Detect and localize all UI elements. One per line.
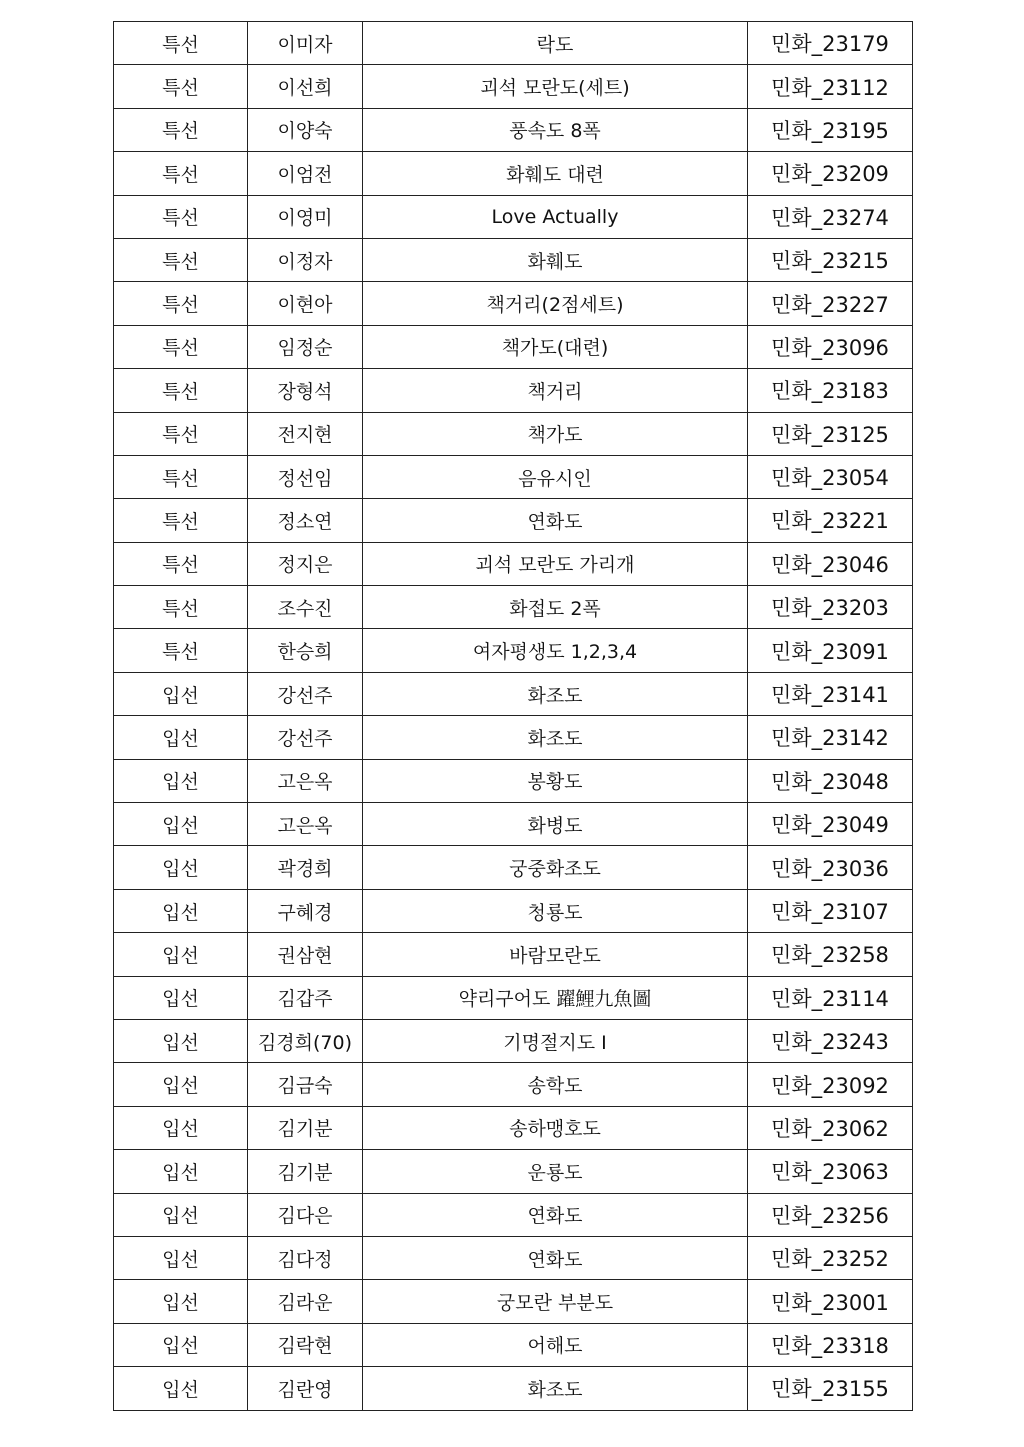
table-row (114, 1236, 913, 1279)
artist-name-cell: 김란영 (248, 1367, 363, 1410)
award-cell: 입선 (114, 1106, 248, 1149)
artwork-title-cell: 책가도 (363, 412, 748, 455)
table-row (114, 455, 913, 498)
artist-name-cell: 김다정 (248, 1236, 363, 1279)
artist-name-cell: 이미자 (248, 22, 363, 65)
entry-code-cell: 민화_23256 (748, 1193, 913, 1236)
artwork-title-cell: 책가도(대련) (363, 325, 748, 368)
award-cell: 입선 (114, 1367, 248, 1410)
award-cell: 특선 (114, 455, 248, 498)
table-row (114, 1280, 913, 1323)
results-table-body (114, 22, 913, 1411)
artwork-title-cell: 여자평생도 1,2,3,4 (363, 629, 748, 672)
artist-name-cell: 김다은 (248, 1193, 363, 1236)
artist-name-cell: 권삼현 (248, 933, 363, 976)
entry-code-cell: 민화_23258 (748, 933, 913, 976)
table-row (114, 22, 913, 65)
entry-code-cell: 민화_23179 (748, 22, 913, 65)
table-row (114, 1193, 913, 1236)
artwork-title-cell: 궁모란 부분도 (363, 1280, 748, 1323)
award-cell: 입선 (114, 1063, 248, 1106)
entry-code-cell: 민화_23096 (748, 325, 913, 368)
award-cell: 입선 (114, 889, 248, 932)
table-row (114, 369, 913, 412)
table-row (114, 1150, 913, 1193)
entry-code-cell: 민화_23252 (748, 1236, 913, 1279)
award-cell: 입선 (114, 933, 248, 976)
award-cell: 특선 (114, 369, 248, 412)
table-row (114, 1323, 913, 1366)
entry-code-cell: 민화_23046 (748, 542, 913, 585)
artist-name-cell: 김금숙 (248, 1063, 363, 1106)
award-cell: 입선 (114, 672, 248, 715)
table-row (114, 282, 913, 325)
entry-code-cell: 민화_23215 (748, 238, 913, 281)
artwork-title-cell: 어해도 (363, 1323, 748, 1366)
table-row (114, 1367, 913, 1410)
table-row (114, 238, 913, 281)
award-cell: 특선 (114, 586, 248, 629)
entry-code-cell: 민화_23209 (748, 152, 913, 195)
award-cell: 특선 (114, 412, 248, 455)
artist-name-cell: 임정순 (248, 325, 363, 368)
artwork-title-cell: 송학도 (363, 1063, 748, 1106)
entry-code-cell: 민화_23063 (748, 1150, 913, 1193)
artist-name-cell: 정선임 (248, 455, 363, 498)
artwork-title-cell: 괴석 모란도(세트) (363, 65, 748, 108)
award-cell: 특선 (114, 65, 248, 108)
award-cell: 특선 (114, 108, 248, 151)
award-cell: 특선 (114, 542, 248, 585)
award-cell: 특선 (114, 195, 248, 238)
artist-name-cell: 이선희 (248, 65, 363, 108)
artwork-title-cell: 화훼도 (363, 238, 748, 281)
entry-code-cell: 민화_23183 (748, 369, 913, 412)
artwork-title-cell: 괴석 모란도 가리개 (363, 542, 748, 585)
table-row (114, 976, 913, 1019)
artwork-title-cell: 송하맹호도 (363, 1106, 748, 1149)
artwork-title-cell: 책거리(2점세트) (363, 282, 748, 325)
award-cell: 입선 (114, 846, 248, 889)
entry-code-cell: 민화_23274 (748, 195, 913, 238)
table-row (114, 803, 913, 846)
artist-name-cell: 강선주 (248, 716, 363, 759)
artist-name-cell: 이현아 (248, 282, 363, 325)
artwork-title-cell: 책거리 (363, 369, 748, 412)
artist-name-cell: 김경희(70) (248, 1019, 363, 1062)
award-cell: 입선 (114, 803, 248, 846)
table-row (114, 629, 913, 672)
artwork-title-cell: 락도 (363, 22, 748, 65)
artwork-title-cell: 연화도 (363, 1236, 748, 1279)
entry-code-cell: 민화_23203 (748, 586, 913, 629)
artist-name-cell: 김기분 (248, 1150, 363, 1193)
entry-code-cell: 민화_23227 (748, 282, 913, 325)
artwork-title-cell: 연화도 (363, 499, 748, 542)
table-row (114, 499, 913, 542)
artist-name-cell: 구혜경 (248, 889, 363, 932)
award-cell: 입선 (114, 716, 248, 759)
artwork-title-cell: 풍속도 8폭 (363, 108, 748, 151)
artwork-title-cell: Love Actually (363, 195, 748, 238)
table-row (114, 325, 913, 368)
artwork-title-cell: 화조도 (363, 1367, 748, 1410)
entry-code-cell: 민화_23001 (748, 1280, 913, 1323)
artist-name-cell: 김갑주 (248, 976, 363, 1019)
artwork-title-cell: 화조도 (363, 716, 748, 759)
entry-code-cell: 민화_23125 (748, 412, 913, 455)
table-row (114, 1106, 913, 1149)
table-row (114, 889, 913, 932)
artwork-title-cell: 화훼도 대련 (363, 152, 748, 195)
artist-name-cell: 김라운 (248, 1280, 363, 1323)
award-cell: 입선 (114, 1193, 248, 1236)
artist-name-cell: 고은옥 (248, 803, 363, 846)
artist-name-cell: 정지은 (248, 542, 363, 585)
entry-code-cell: 민화_23036 (748, 846, 913, 889)
artist-name-cell: 김락현 (248, 1323, 363, 1366)
table-row (114, 716, 913, 759)
entry-code-cell: 민화_23195 (748, 108, 913, 151)
artist-name-cell: 이영미 (248, 195, 363, 238)
artwork-title-cell: 바람모란도 (363, 933, 748, 976)
table-row (114, 672, 913, 715)
artwork-title-cell: 봉황도 (363, 759, 748, 802)
table-row (114, 846, 913, 889)
entry-code-cell: 민화_23142 (748, 716, 913, 759)
table-row (114, 65, 913, 108)
artwork-title-cell: 약리구어도 躍鯉九魚圖 (363, 976, 748, 1019)
entry-code-cell: 민화_23048 (748, 759, 913, 802)
entry-code-cell: 민화_23092 (748, 1063, 913, 1106)
table-row (114, 1063, 913, 1106)
artwork-title-cell: 운룡도 (363, 1150, 748, 1193)
artist-name-cell: 고은옥 (248, 759, 363, 802)
results-table (113, 21, 913, 1411)
award-cell: 입선 (114, 1236, 248, 1279)
entry-code-cell: 민화_23112 (748, 65, 913, 108)
award-cell: 특선 (114, 152, 248, 195)
entry-code-cell: 민화_23091 (748, 629, 913, 672)
artwork-title-cell: 화접도 2폭 (363, 586, 748, 629)
entry-code-cell: 민화_23318 (748, 1323, 913, 1366)
entry-code-cell: 민화_23054 (748, 455, 913, 498)
artwork-title-cell: 화병도 (363, 803, 748, 846)
artist-name-cell: 강선주 (248, 672, 363, 715)
artwork-title-cell: 궁중화조도 (363, 846, 748, 889)
award-cell: 입선 (114, 1280, 248, 1323)
artist-name-cell: 한승희 (248, 629, 363, 672)
artist-name-cell: 정소연 (248, 499, 363, 542)
table-row (114, 759, 913, 802)
artwork-title-cell: 화조도 (363, 672, 748, 715)
entry-code-cell: 민화_23114 (748, 976, 913, 1019)
table-row (114, 1019, 913, 1062)
artist-name-cell: 김기분 (248, 1106, 363, 1149)
artist-name-cell: 전지현 (248, 412, 363, 455)
award-cell: 특선 (114, 629, 248, 672)
artwork-title-cell: 연화도 (363, 1193, 748, 1236)
award-cell: 입선 (114, 1019, 248, 1062)
award-cell: 입선 (114, 759, 248, 802)
artwork-title-cell: 기명절지도 Ⅰ (363, 1019, 748, 1062)
table-row (114, 152, 913, 195)
entry-code-cell: 민화_23221 (748, 499, 913, 542)
table-row (114, 542, 913, 585)
table-row (114, 108, 913, 151)
artist-name-cell: 장형석 (248, 369, 363, 412)
entry-code-cell: 민화_23049 (748, 803, 913, 846)
award-cell: 입선 (114, 976, 248, 1019)
artist-name-cell: 이양숙 (248, 108, 363, 151)
table-row (114, 412, 913, 455)
table-row (114, 586, 913, 629)
entry-code-cell: 민화_23062 (748, 1106, 913, 1149)
entry-code-cell: 민화_23141 (748, 672, 913, 715)
artist-name-cell: 조수진 (248, 586, 363, 629)
artist-name-cell: 곽경희 (248, 846, 363, 889)
award-cell: 특선 (114, 325, 248, 368)
table-row (114, 933, 913, 976)
artist-name-cell: 이정자 (248, 238, 363, 281)
award-cell: 특선 (114, 22, 248, 65)
entry-code-cell: 민화_23107 (748, 889, 913, 932)
entry-code-cell: 민화_23155 (748, 1367, 913, 1410)
artist-name-cell: 이엄전 (248, 152, 363, 195)
award-cell: 입선 (114, 1150, 248, 1193)
artwork-title-cell: 음유시인 (363, 455, 748, 498)
award-cell: 특선 (114, 499, 248, 542)
award-cell: 입선 (114, 1323, 248, 1366)
award-cell: 특선 (114, 238, 248, 281)
artwork-title-cell: 청룡도 (363, 889, 748, 932)
table-row (114, 195, 913, 238)
award-cell: 특선 (114, 282, 248, 325)
entry-code-cell: 민화_23243 (748, 1019, 913, 1062)
